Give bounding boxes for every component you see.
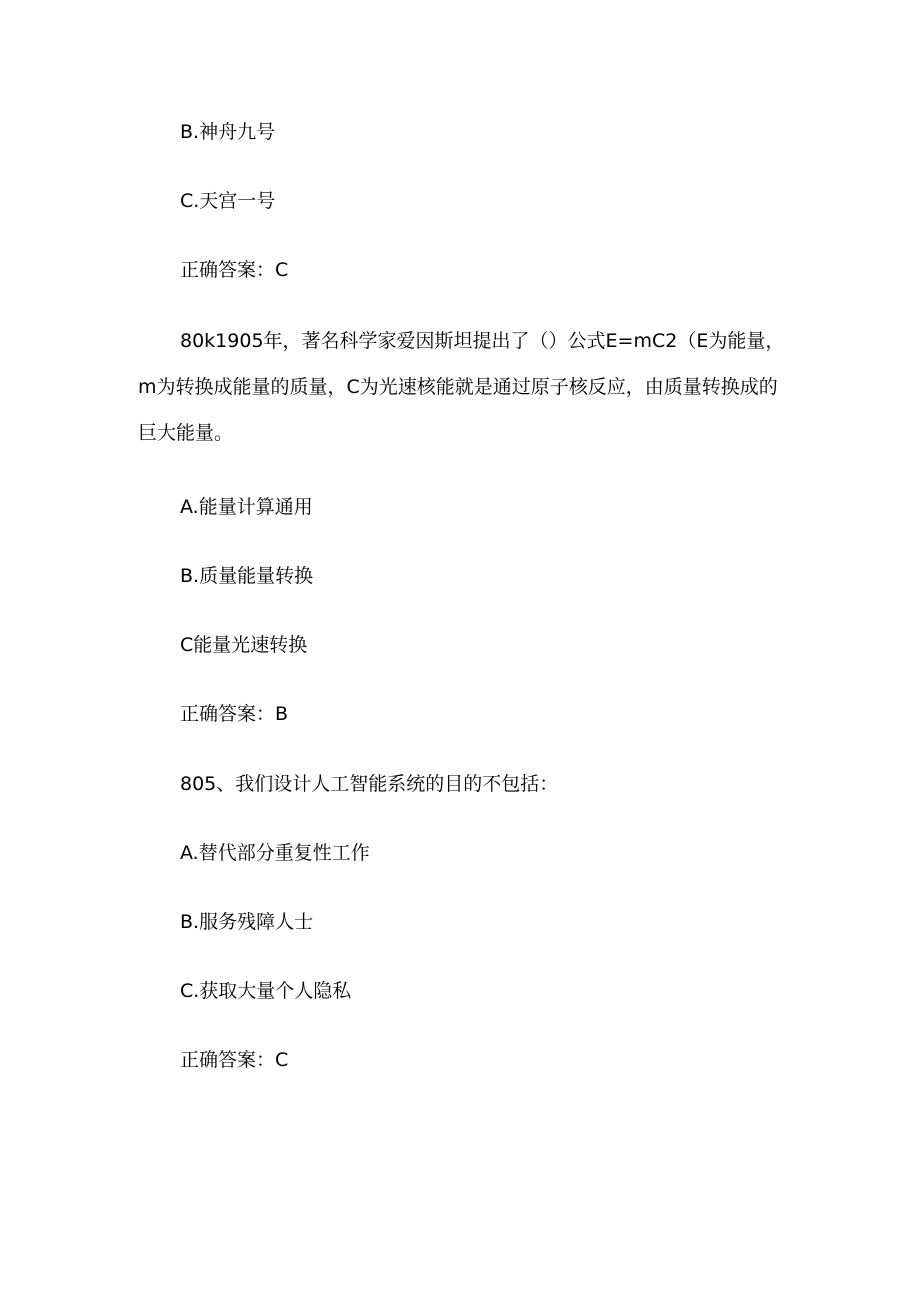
q3-question: 805、我们设计人工智能系统的目的不包括： bbox=[180, 773, 559, 795]
q1-answer: 正确答案：C bbox=[180, 259, 289, 281]
q2-option-c: C能量光速转换 bbox=[180, 634, 308, 656]
q1-option-b: B.神舟九号 bbox=[180, 121, 276, 143]
q2-option-a: A.能量计算通用 bbox=[180, 496, 313, 518]
q3-answer: 正确答案：C bbox=[180, 1049, 289, 1071]
q3-option-a: A.替代部分重复性工作 bbox=[180, 842, 370, 864]
q3-option-c: C.获取大量个人隐私 bbox=[180, 980, 352, 1002]
q2-question: 80k1905年，著名科学家爱因斯坦提出了（）公式E=mC2（E为能量，m为转换成能量的质量，C为光速核能就是通过原子核反应，由质量转换成的巨大能量。 bbox=[138, 330, 785, 444]
q3-option-b: B.服务残障人士 bbox=[180, 911, 314, 933]
q1-option-c: C.天宫一号 bbox=[180, 190, 276, 212]
q2-option-b: B.质量能量转换 bbox=[180, 565, 314, 587]
q2-answer: 正确答案：B bbox=[180, 703, 289, 725]
